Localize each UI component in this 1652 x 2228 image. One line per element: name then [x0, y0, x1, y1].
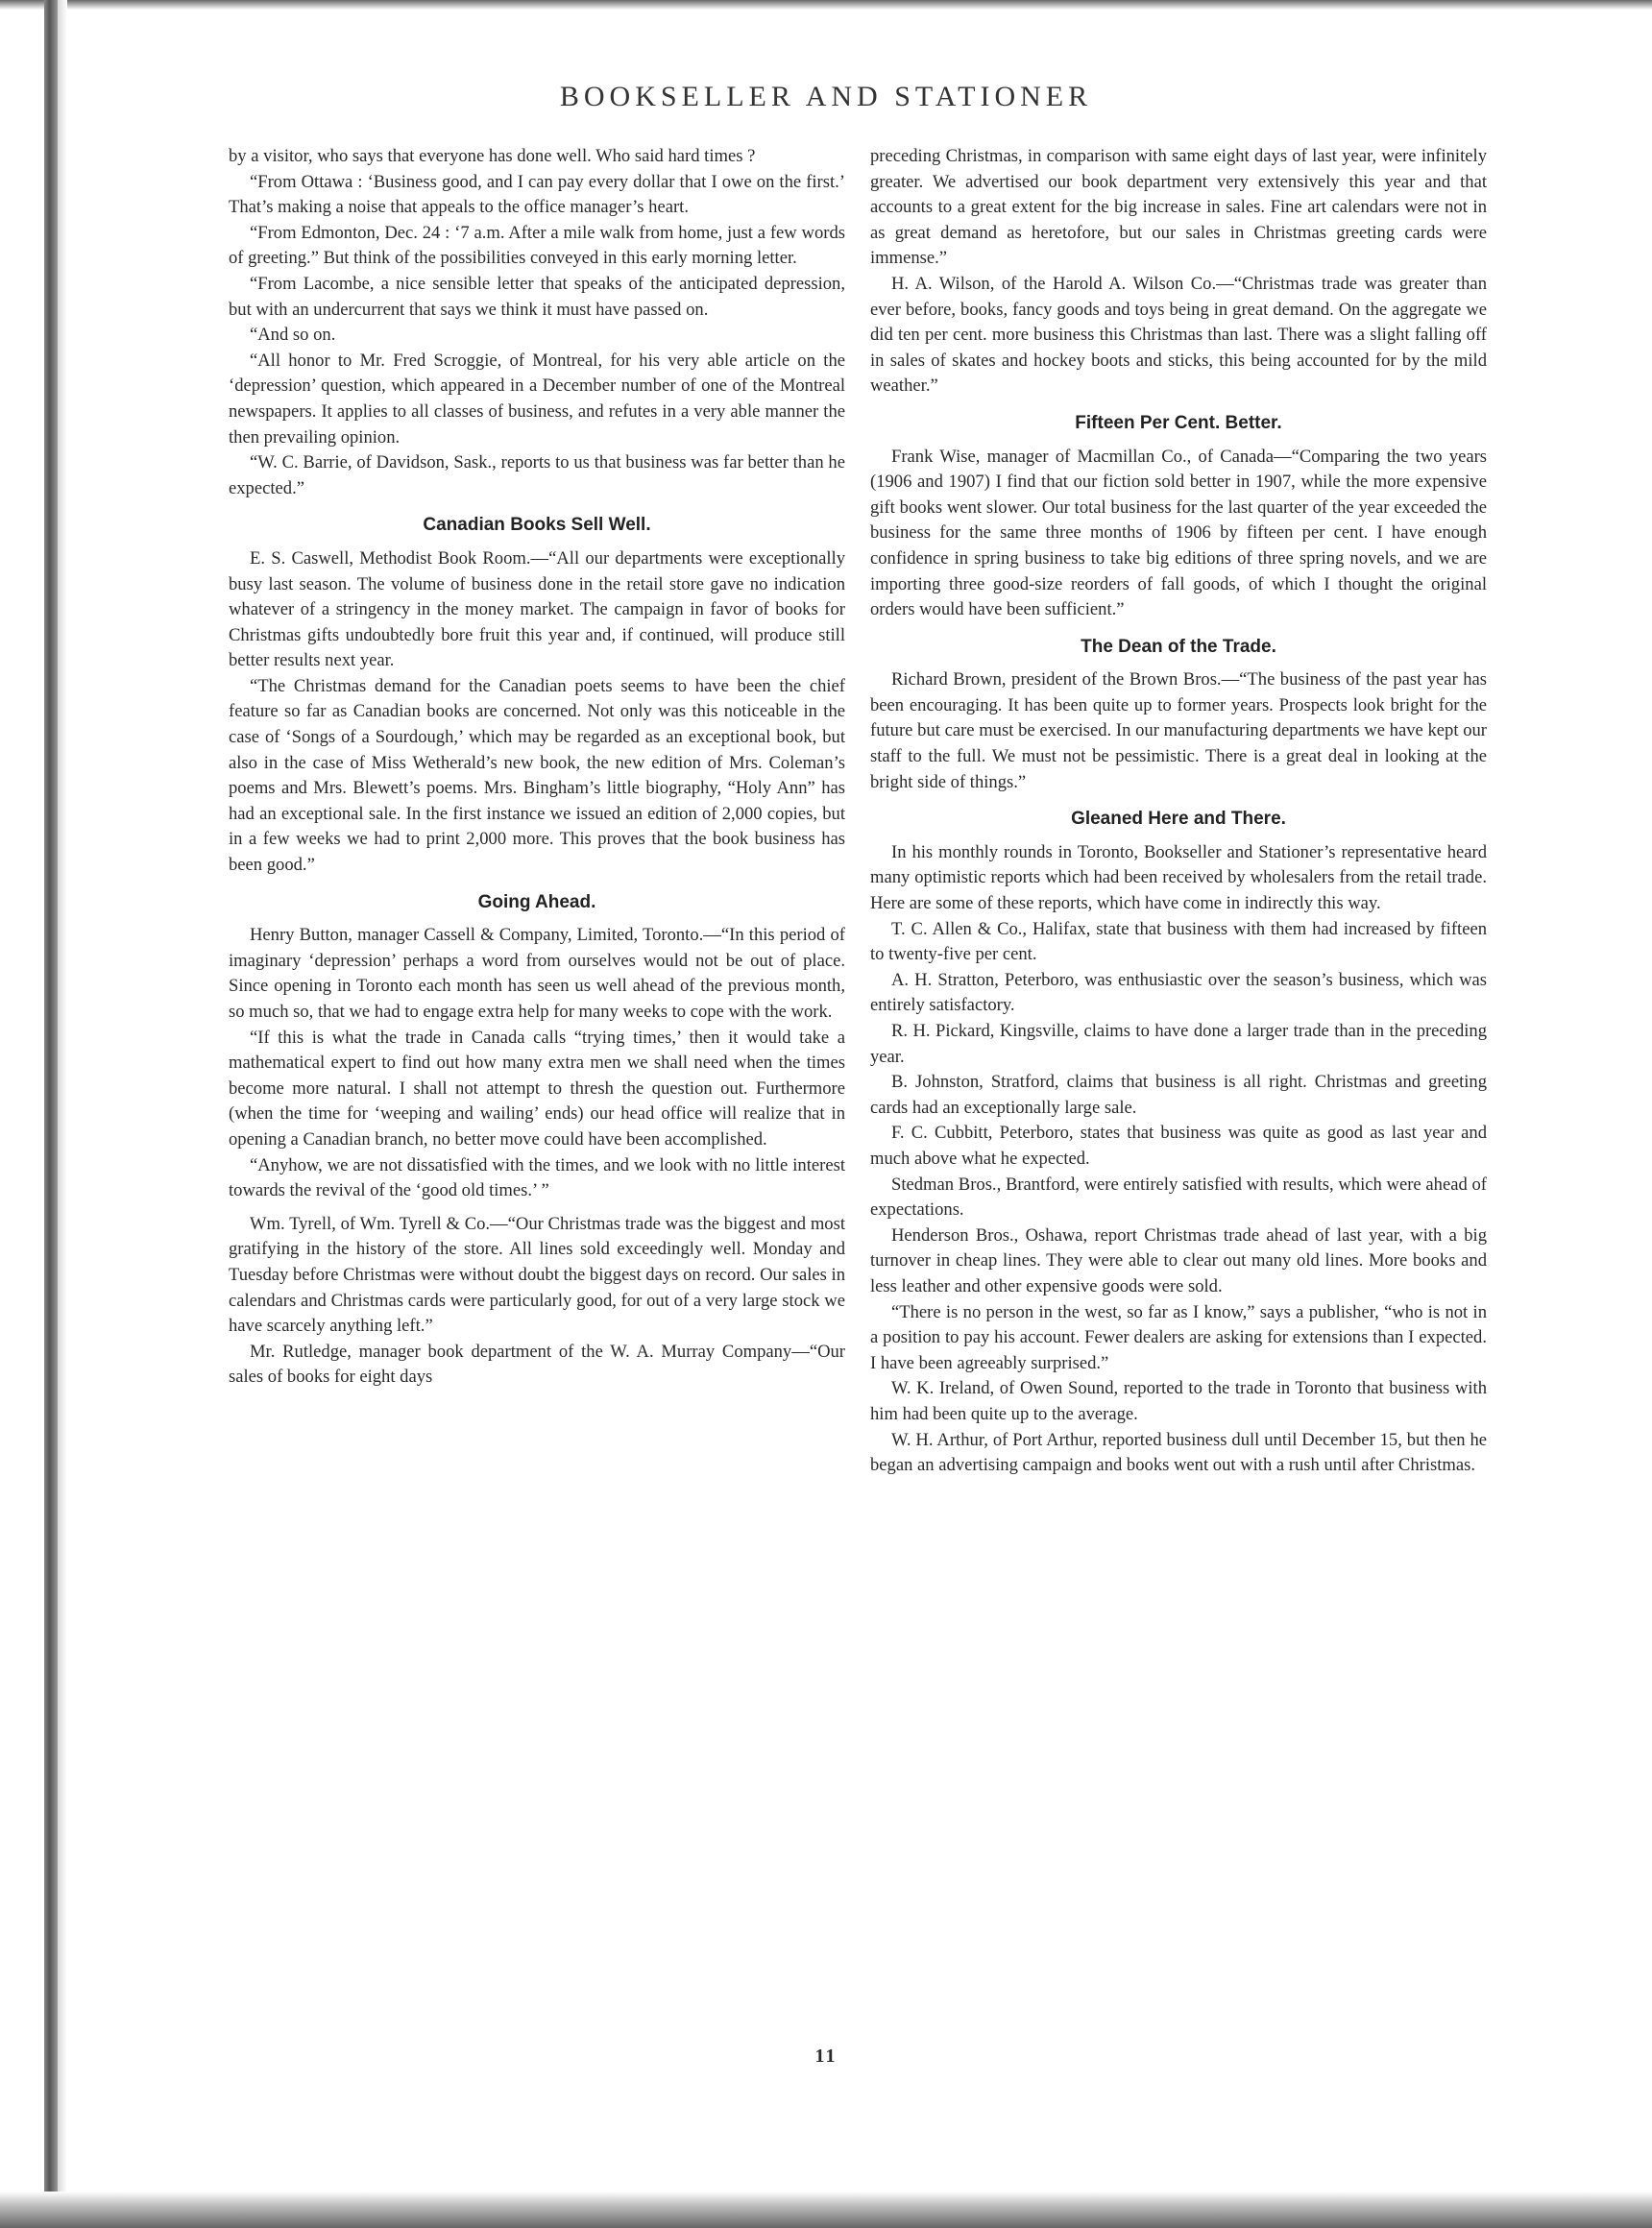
binding-shadow	[58, 0, 67, 2228]
section-heading: Going Ahead.	[477, 891, 596, 912]
paragraph: H. A. Wilson, of the Harold A. Wilson Co.—“Christmas trade was greater than ever before, books, fancy goods and toys being in great demand. On the aggregate we did ten per cent. more business this Christmas than last. There was a slight falling off in sales of skates and hockey boots and sticks, this being accounted for by the mild weather.”	[870, 273, 1487, 397]
paragraph: Henderson Bros., Oshawa, report Christmas trade ahead of last year, with a big turnover in cheap lines. They were able to clear out many old lines. More books and less leather and other expensive goods were sold.	[870, 1224, 1487, 1296]
paragraph: A. H. Stratton, Peterboro, was enthusiastic over the season’s business, which was entirely satisfactory.	[870, 969, 1487, 1016]
paragraph: Wm. Tyrell, of Wm. Tyrell & Co.—“Our Christmas trade was the biggest and most gratifying in the history of the store. All lines sold exceedingly well. Monday and Tuesday before Christmas were without doubt the biggest days on record. Our sales in calendars and Christmas cards were particularly good, for out of a very large stock we have scarcely anything left.”	[229, 1213, 845, 1337]
running-head: BOOKSELLER AND STATIONER	[559, 81, 1093, 112]
paragraph: “W. C. Barrie, of Davidson, Sask., reports to us that business was far better than he expected.”	[229, 452, 845, 498]
paragraph: “From Ottawa : ‘Business good, and I can pay every dollar that I owe on the first.’ That’s making a noise that appeals to the office manager’s heart.	[229, 171, 845, 218]
paragraph: T. C. Allen & Co., Halifax, state that business with them had increased by fifteen to twenty-five per cent.	[870, 918, 1487, 965]
paragraph: “From Edmonton, Dec. 24 : ‘7 a.m. After a mile walk from home, just a few words of greeting.” But think of the possibilities conveyed in this early morning letter.	[229, 222, 845, 269]
paragraph: Mr. Rutledge, manager book department of the W. A. Murray Company—“Our sales of books for eight days	[229, 1341, 845, 1388]
paragraph: “All honor to Mr. Fred Scroggie, of Montreal, for his very able article on the ‘depression’ question, which appeared in a December number of one of the Montreal newspapers. It applies to all classes of business, and refutes in a very able manner the then prevailing opinion.	[229, 350, 845, 448]
paragraph: R. H. Pickard, Kingsville, claims to have done a larger trade than in the preceding year.	[870, 1021, 1487, 1067]
paragraph: Richard Brown, president of the Brown Bros.—“The business of the past year has been encouraging. It has been quite up to former years. Prospects look bright for the future but care must be exercised. In our manufacturing departments we have kept our staff to the full. We must not be pessimistic. There is a great deal in looking at the bright side of things.”	[870, 669, 1487, 792]
page-number: 11	[814, 2046, 838, 2067]
paragraph: “If this is what the trade in Canada calls “trying times,’ then it would take a mathematical expert to find out how many extra men we shall need when the times become more natural. I shall not attempt to thresh the question out. Furthermore (when the time for ‘weeping and wailing’ ends) our head office will realize that in opening a Canadian branch, no better move could have been accomplished.	[229, 1027, 845, 1150]
paragraph: In his monthly rounds in Toronto, Bookseller and Stationer’s representative heard many optimistic reports which had been received by wholesalers from the retail trade. Here are some of these reports, which have come in indirectly this way.	[870, 841, 1487, 914]
paragraph: “And so on.	[250, 325, 336, 346]
left-column	[229, 144, 845, 1391]
paragraph: “There is no person in the west, so far as I know,” says a publisher, “who is not in a position to pay his account. Fewer dealers are asking for extensions than I expected. I have been agreeably surprised.”	[870, 1301, 1487, 1373]
bottom-page-edge	[0, 2192, 1652, 2228]
paragraph: “The Christmas demand for the Canadian poets seems to have been the chief feature so far as Canadian books are concerned. Not only was this noticeable in the case of ‘Songs of a Sourdough,’ which may be regarded as an exceptional book, but also in the case of Miss Wetherald’s new book, the new edition of Mrs. Coleman’s poems and Mrs. Blewett’s poems. Mrs. Bingham’s little biography, “Holy Ann” has had an exceptional sale. In the first instance we issued an edition of 2,000 copies, but in a few weeks we had to print 2,000 more. This proves that the book business has been good.”	[229, 675, 845, 876]
paragraph: Stedman Bros., Brantford, were entirely satisfied with results, which were ahead of expectations.	[870, 1174, 1487, 1221]
section-heading: The Dean of the Trade.	[1081, 636, 1276, 657]
paragraph: Henry Button, manager Cassell & Company, Limited, Toronto.—“In this period of imaginary ‘depression’ perhaps a word from ourselves would not be out of place. Since opening in Toronto each month has seen us well ahead of the previous month, so much so, that we had to engage extra help for many weeks to cope with the work.	[229, 925, 845, 1022]
paragraph: Frank Wise, manager of Macmillan Co., of Canada—“Comparing the two years (1906 and 1907) I find that our fiction sold better in 1907, while the more expensive gift books went slower. Our total business for the last quarter of the year exceeded the business for the same three months of 1906 by fifteen per cent. I have enough confidence in spring business to take big editions of three spring novels, and we are importing three good-size reorders of fall goods, of which I thought the original orders would have been sufficient.”	[870, 446, 1487, 620]
paragraph: preceding Christmas, in comparison with same eight days of last year, were infinitely greater. We advertised our book department very extensively this year and that accounts to a great extent for the big increase in sales. Fine art calendars were not in as great demand as heretofore, but our sales in Christmas greeting cards were immense.”	[870, 146, 1487, 269]
paragraph: B. Johnston, Stratford, claims that business is all right. Christmas and greeting cards had an exceptionally large sale.	[870, 1072, 1487, 1118]
binding-edge	[44, 0, 58, 2228]
paragraph: F. C. Cubbitt, Peterboro, states that business was quite as good as last year and much above what he expected.	[870, 1123, 1487, 1169]
section-heading: Fifteen Per Cent. Better.	[1075, 412, 1282, 433]
top-page-edge	[0, 0, 1652, 10]
right-column	[870, 144, 1487, 1479]
section-heading: Canadian Books Sell Well.	[423, 515, 651, 536]
section-heading: Gleaned Here and There.	[1071, 809, 1286, 830]
paragraph: “From Lacombe, a nice sensible letter that speaks of the anticipated depression, but with an undercurrent that says we think it must have passed on.	[229, 273, 845, 320]
paragraph: “Anyhow, we are not dissatisfied with the times, and we look with no little interest towards the revival of the ‘good old times.’ ”	[229, 1154, 845, 1201]
paragraph: E. S. Caswell, Methodist Book Room.—“All our departments were exceptionally busy last season. The volume of business done in the retail store gave no indication whatever of a stringency in the money market. The campaign in favor of books for Christmas gifts undoubtedly bore fruit this year and, if continued, will produce still better results next year.	[229, 547, 845, 671]
paragraph: by a visitor, who says that everyone has done well. Who said hard times ?	[229, 146, 756, 166]
paragraph: W. H. Arthur, of Port Arthur, reported business dull until December 15, but then he began an advertising campaign and books went out with a rush until after Christmas.	[870, 1429, 1487, 1476]
paragraph: W. K. Ireland, of Owen Sound, reported to the trade in Toronto that business with him had been quite up to the average.	[870, 1378, 1487, 1424]
